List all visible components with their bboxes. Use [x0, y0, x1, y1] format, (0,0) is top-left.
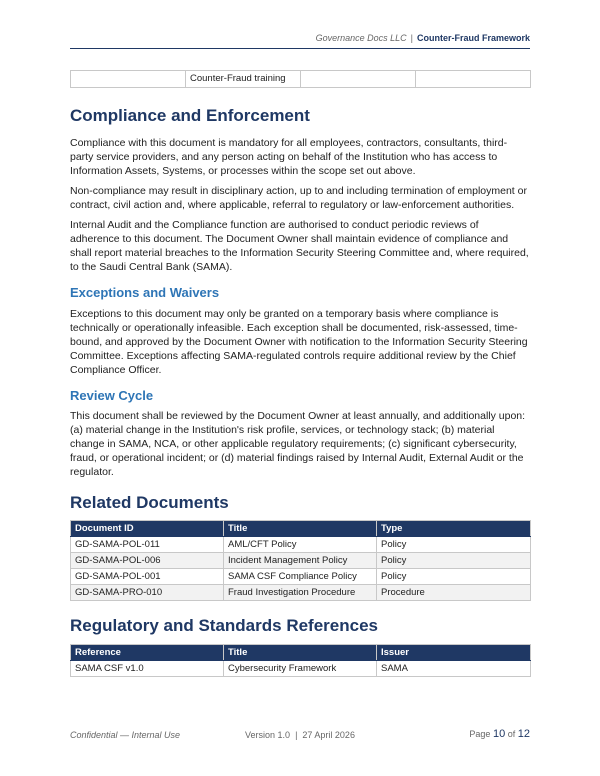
column-header: Type	[377, 521, 531, 537]
table-cell	[71, 71, 186, 88]
column-header: Document ID	[71, 521, 224, 537]
table-row	[71, 585, 531, 601]
continued-table	[70, 70, 531, 88]
header-company: Governance Docs LLC	[315, 33, 407, 43]
footer-page-number	[469, 728, 530, 740]
table-cell: AML/CFT Policy	[224, 537, 377, 553]
table-header-row	[71, 521, 531, 537]
table-cell: GD-SAMA-POL-011	[71, 537, 224, 553]
table-header-row	[71, 645, 531, 661]
compliance-paragraph-1: Compliance with this document is mandatory for all employees, contractors, consultants, third-party service providers, and any person acting on behalf of the Institution who has access to Information Assets, Systems, or processes within the scope set out above.	[70, 137, 508, 177]
table-cell: GD-SAMA-POL-001	[71, 569, 224, 585]
footer-version: Version 1.0 | 27 April 2026	[245, 730, 355, 740]
references-heading: Regulatory and Standards References	[70, 616, 378, 635]
footer-confidential: Confidential — Internal Use	[70, 730, 181, 740]
column-header: Issuer	[377, 645, 531, 661]
column-header: Title	[224, 645, 377, 661]
header-doc-title: Counter-Fraud Framework	[416, 33, 530, 43]
table-row	[71, 569, 531, 585]
table-cell: SAMA CSF v1.0	[71, 661, 224, 677]
review-paragraph: This document shall be reviewed by the Document Owner at least annually, and additionally upon: (a) material change in the Institution's risk profile, services, or technology stack; (b) material change in SAMA, NCA, or other applicable regulatory requirements; (c) significant cybersecurity, fraud, or operational incident; or (d) material findings raised by Internal Audit, External Audit or the regulator.	[70, 410, 526, 478]
compliance-heading: Compliance and Enforcement	[70, 106, 310, 125]
column-header: Title	[224, 521, 377, 537]
page-header	[70, 33, 530, 49]
exceptions-paragraph: Exceptions to this document may only be granted on a temporary basis where compliance is technically or operationally infeasible. Each exception shall be documented, risk-assessed, time-bound, and approved by the Document Owner with notification to the Information Security Steering Committee. Exceptions affecting SAMA-regulated controls require additional review by the Chief Compliance Officer.	[70, 308, 528, 376]
compliance-paragraph-3: Internal Audit and the Compliance function are authorised to conduct periodic reviews of adherence to this document. The Document Owner shall maintain evidence of compliance and shall report material breaches to the Information Security Steering Committee and, where required, to the Saudi Central Bank (SAMA).	[70, 219, 529, 273]
table-cell: GD-SAMA-POL-006	[71, 553, 224, 569]
table-cell: SAMA CSF Compliance Policy	[224, 569, 377, 585]
page-content	[70, 70, 530, 677]
current-page: 10	[492, 728, 506, 740]
table-cell: Counter-Fraud training	[186, 71, 301, 88]
exceptions-heading: Exceptions and Waivers	[70, 285, 220, 300]
table-row	[71, 71, 531, 88]
table-cell: Incident Management Policy	[224, 553, 377, 569]
review-heading: Review Cycle	[70, 388, 154, 403]
table-row	[71, 537, 531, 553]
header-separator: |	[410, 33, 413, 43]
table-row	[71, 661, 531, 677]
table-cell: Cybersecurity Framework	[224, 661, 377, 677]
page-footer	[70, 728, 530, 742]
references-table	[70, 644, 531, 677]
compliance-paragraph-2: Non-compliance may result in disciplinary action, up to and including termination of employment or contract, civil action and, where applicable, referral to regulatory or law-enforcement authorities.	[70, 185, 527, 211]
table-cell: Policy	[377, 569, 531, 585]
table-cell: Fraud Investigation Procedure	[224, 585, 377, 601]
table-cell: Policy	[377, 537, 531, 553]
table-cell: GD-SAMA-PRO-010	[71, 585, 224, 601]
table-cell: SAMA	[377, 661, 531, 677]
table-row	[71, 553, 531, 569]
page-of: of	[507, 729, 516, 739]
table-cell: Procedure	[377, 585, 531, 601]
related-documents-table	[70, 520, 531, 601]
page-label: Page	[469, 729, 491, 739]
column-header: Reference	[71, 645, 224, 661]
table-cell	[416, 71, 531, 88]
table-cell: Policy	[377, 553, 531, 569]
related-documents-heading: Related Documents	[70, 493, 229, 512]
table-cell	[301, 71, 416, 88]
total-pages: 12	[517, 728, 530, 740]
